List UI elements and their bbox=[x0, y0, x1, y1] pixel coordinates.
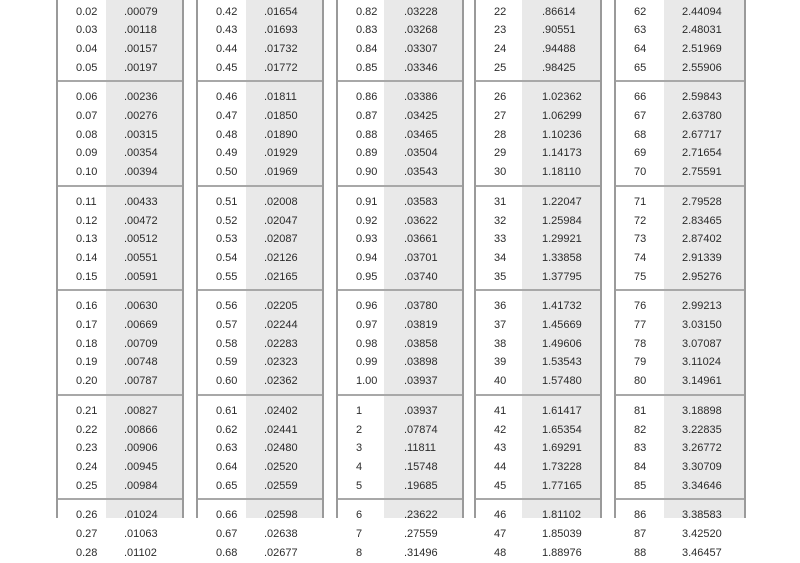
group-divider bbox=[58, 80, 182, 82]
table-cell-conversion: .00984 bbox=[124, 479, 158, 492]
table-cell-conversion: .02480 bbox=[264, 442, 298, 455]
table-cell-conversion: 2.95276 bbox=[682, 270, 722, 283]
table-cell-value: 0.85 bbox=[356, 61, 378, 74]
table-cell-value: 0.14 bbox=[76, 251, 98, 264]
table-cell-conversion: 2.55906 bbox=[682, 61, 722, 74]
table-cell-value: 32 bbox=[494, 214, 507, 227]
table-panel bbox=[614, 0, 746, 559]
table-cell-conversion: 1.29921 bbox=[542, 233, 582, 246]
table-cell-conversion: .00591 bbox=[124, 270, 158, 283]
table-cell-value: 36 bbox=[494, 300, 507, 313]
table-cell-value: 0.94 bbox=[356, 251, 378, 264]
table-cell-conversion: .03937 bbox=[404, 375, 438, 388]
table-cell-value: 0.47 bbox=[216, 110, 238, 122]
table-cell-value: 0.66 bbox=[216, 509, 238, 522]
table-cell-conversion: .00630 bbox=[124, 300, 158, 313]
table-cell-conversion: .03583 bbox=[404, 195, 438, 208]
table-cell-value: 0.90 bbox=[356, 166, 378, 179]
table-cell-value: 73 bbox=[634, 233, 647, 246]
table-cell-value: 0.19 bbox=[76, 356, 98, 369]
table-cell-conversion: .03307 bbox=[404, 42, 438, 55]
table-cell-value: 24 bbox=[494, 42, 507, 55]
table-cell-value: 0.68 bbox=[216, 546, 238, 559]
table-cell-value: 0.08 bbox=[76, 128, 98, 141]
table-cell-value: 66 bbox=[634, 91, 647, 104]
table-cell-conversion: .02008 bbox=[264, 195, 298, 208]
table-cell-value: 0.96 bbox=[356, 300, 378, 313]
table-cell-value: 33 bbox=[494, 233, 507, 246]
table-cell-value: 39 bbox=[494, 356, 507, 369]
group-divider bbox=[476, 80, 600, 82]
table-cell-value: 0.56 bbox=[216, 300, 238, 313]
table-cell-conversion: .02677 bbox=[264, 546, 298, 559]
table-cell-value: 6 bbox=[356, 509, 363, 522]
table-panel bbox=[474, 0, 602, 559]
table-cell-value: 0.52 bbox=[216, 214, 238, 227]
group-divider bbox=[616, 289, 744, 291]
table-cell-conversion: 2.71654 bbox=[682, 147, 722, 160]
table-cell-value: 0.04 bbox=[76, 42, 98, 55]
table-cell-conversion: .00669 bbox=[124, 319, 158, 331]
table-cell-value: 30 bbox=[494, 166, 507, 179]
group-divider bbox=[58, 289, 182, 291]
table-cell-value: 80 bbox=[634, 375, 647, 388]
table-cell-conversion: .98425 bbox=[542, 61, 576, 74]
table-cell-value: 82 bbox=[634, 423, 647, 436]
table-cell-conversion: .02047 bbox=[264, 214, 298, 227]
table-cell-conversion: 1.14173 bbox=[542, 147, 582, 160]
table-cell-value: 0.05 bbox=[76, 61, 98, 74]
table-cell-conversion: 2.59843 bbox=[682, 91, 722, 104]
table-cell-value: 38 bbox=[494, 337, 507, 350]
table-cell-value: 0.07 bbox=[76, 110, 98, 122]
table-cell-conversion: 3.38583 bbox=[682, 509, 722, 522]
table-cell-value: 0.46 bbox=[216, 91, 238, 104]
table-cell-value: 0.21 bbox=[76, 404, 98, 417]
table-cell-value: 0.62 bbox=[216, 423, 238, 436]
table-cell-value: 0.89 bbox=[356, 147, 378, 160]
table-cell-value: 35 bbox=[494, 270, 507, 283]
table-cell-conversion: .02244 bbox=[264, 319, 298, 331]
group-divider bbox=[338, 185, 462, 187]
table-cell-conversion: 1.69291 bbox=[542, 442, 582, 455]
table-cell-value: 0.59 bbox=[216, 356, 238, 369]
table-cell-value: 3 bbox=[356, 442, 363, 455]
table-cell-value: 76 bbox=[634, 300, 647, 313]
table-cell-value: 0.61 bbox=[216, 404, 238, 417]
table-cell-value: 67 bbox=[634, 110, 647, 122]
table-cell-value: 41 bbox=[494, 404, 507, 417]
table-cell-conversion: .23622 bbox=[404, 509, 438, 522]
table-cell-conversion: .07874 bbox=[404, 423, 438, 436]
table-cell-conversion: 3.22835 bbox=[682, 423, 722, 436]
table-cell-conversion: .01850 bbox=[264, 110, 298, 122]
table-cell-value: 0.09 bbox=[76, 147, 98, 160]
table-cell-conversion: .00787 bbox=[124, 375, 158, 388]
table-cell-value: 29 bbox=[494, 147, 507, 160]
group-divider bbox=[476, 289, 600, 291]
table-cell-value: 47 bbox=[494, 528, 507, 540]
table-cell-value: 4 bbox=[356, 460, 363, 473]
table-cell-value: 81 bbox=[634, 404, 647, 417]
table-cell-value: 0.42 bbox=[216, 5, 238, 18]
table-cell-conversion: .00866 bbox=[124, 423, 158, 436]
table-cell-value: 72 bbox=[634, 214, 647, 227]
table-cell-value: 0.99 bbox=[356, 356, 378, 369]
table-cell-conversion: .00748 bbox=[124, 356, 158, 369]
table-cell-conversion: 1.49606 bbox=[542, 337, 582, 350]
table-cell-conversion: .03819 bbox=[404, 319, 438, 331]
table-cell-conversion: .00197 bbox=[124, 61, 158, 74]
table-cell-conversion: 1.73228 bbox=[542, 460, 582, 473]
table-cell-conversion: 2.99213 bbox=[682, 300, 722, 313]
group-divider bbox=[476, 394, 600, 396]
table-cell-conversion: 2.83465 bbox=[682, 214, 722, 227]
table-cell-conversion: .02205 bbox=[264, 300, 298, 313]
table-cell-conversion: .02323 bbox=[264, 356, 298, 369]
group-divider bbox=[616, 185, 744, 187]
table-cell-value: 0.65 bbox=[216, 479, 238, 492]
table-cell-value: 0.20 bbox=[76, 375, 98, 388]
table-cell-conversion: .03228 bbox=[404, 5, 438, 18]
table-cell-conversion: 1.45669 bbox=[542, 319, 582, 331]
table-cell-conversion: 1.81102 bbox=[542, 509, 581, 522]
table-cell-conversion: 1.65354 bbox=[542, 423, 582, 436]
table-cell-conversion: 3.42520 bbox=[682, 528, 722, 540]
table-cell-conversion: .15748 bbox=[404, 460, 438, 473]
table-cell-conversion: 2.87402 bbox=[682, 233, 722, 246]
table-cell-conversion: 3.30709 bbox=[682, 460, 722, 473]
table-cell-value: 0.27 bbox=[76, 528, 98, 540]
table-cell-conversion: 2.91339 bbox=[682, 251, 722, 264]
table-cell-value: 68 bbox=[634, 128, 647, 141]
table-cell-conversion: .00315 bbox=[124, 128, 158, 141]
table-cell-value: 84 bbox=[634, 460, 647, 473]
table-cell-conversion: .02559 bbox=[264, 479, 298, 492]
table-cell-conversion: 1.37795 bbox=[542, 270, 582, 283]
table-cell-value: 0.54 bbox=[216, 251, 238, 264]
table-cell-conversion: .01024 bbox=[124, 509, 158, 522]
table-cell-conversion: 1.53543 bbox=[542, 356, 582, 369]
table-cell-conversion: .02087 bbox=[264, 233, 298, 246]
table-cell-conversion: 3.07087 bbox=[682, 337, 722, 350]
table-cell-conversion: 1.88976 bbox=[542, 546, 582, 559]
table-cell-conversion: .03622 bbox=[404, 214, 438, 227]
table-cell-value: 0.24 bbox=[76, 460, 98, 473]
table-cell-value: 0.11 bbox=[76, 195, 97, 208]
table-cell-value: 44 bbox=[494, 460, 507, 473]
table-cell-conversion: 1.85039 bbox=[542, 528, 582, 540]
table-cell-conversion: 1.10236 bbox=[542, 128, 582, 141]
table-cell-conversion: .00709 bbox=[124, 337, 158, 350]
table-cell-value: 0.60 bbox=[216, 375, 238, 388]
table-cell-value: 0.91 bbox=[356, 195, 378, 208]
table-cell-value: 46 bbox=[494, 509, 507, 522]
table-cell-conversion: .03504 bbox=[404, 147, 438, 160]
table-cell-value: 0.15 bbox=[76, 270, 98, 283]
table-cell-conversion: .00945 bbox=[124, 460, 158, 473]
table-cell-conversion: 2.48031 bbox=[682, 24, 722, 37]
table-cell-conversion: .00394 bbox=[124, 166, 158, 179]
table-cell-conversion: .01929 bbox=[264, 147, 298, 160]
table-cell-value: 0.51 bbox=[216, 195, 238, 208]
table-cell-value: 0.98 bbox=[356, 337, 378, 350]
table-cell-conversion: .90551 bbox=[542, 24, 576, 37]
table-cell-value: 0.10 bbox=[76, 166, 98, 179]
table-cell-value: 0.18 bbox=[76, 337, 98, 350]
table-cell-conversion: 2.63780 bbox=[682, 110, 722, 122]
table-cell-conversion: .01969 bbox=[264, 166, 298, 179]
group-divider bbox=[198, 394, 322, 396]
table-cell-value: 0.48 bbox=[216, 128, 238, 141]
table-cell-conversion: 3.11024 bbox=[682, 356, 721, 369]
table-cell-value: 45 bbox=[494, 479, 507, 492]
table-cell-value: 22 bbox=[494, 5, 507, 18]
table-cell-conversion: .03386 bbox=[404, 91, 438, 104]
table-cell-value: 0.63 bbox=[216, 442, 238, 455]
table-cell-conversion: .01063 bbox=[124, 528, 158, 540]
group-divider bbox=[476, 185, 600, 187]
table-cell-conversion: 1.41732 bbox=[542, 300, 582, 313]
table-cell-conversion: .00472 bbox=[124, 214, 158, 227]
table-cell-value: 0.87 bbox=[356, 110, 378, 122]
table-cell-conversion: 2.44094 bbox=[682, 5, 722, 18]
table-cell-conversion: .27559 bbox=[404, 528, 438, 540]
table-cell-conversion: .01772 bbox=[264, 61, 298, 74]
table-cell-conversion: .01654 bbox=[264, 5, 298, 18]
table-cell-value: 0.58 bbox=[216, 337, 238, 350]
table-cell-conversion: .94488 bbox=[542, 42, 576, 55]
table-cell-value: 23 bbox=[494, 24, 507, 37]
table-cell-conversion: 2.75591 bbox=[682, 166, 722, 179]
table-cell-value: 43 bbox=[494, 442, 507, 455]
table-cell-conversion: .00433 bbox=[124, 195, 158, 208]
table-cell-conversion: .31496 bbox=[404, 546, 438, 559]
table-cell-value: 0.43 bbox=[216, 24, 238, 37]
table-cell-value: 8 bbox=[356, 546, 363, 559]
table-cell-value: 0.28 bbox=[76, 546, 98, 559]
table-cell-value: 71 bbox=[634, 195, 647, 208]
table-cell-value: 64 bbox=[634, 42, 647, 55]
table-cell-conversion: .02362 bbox=[264, 375, 298, 388]
table-cell-conversion: 2.67717 bbox=[682, 128, 722, 141]
table-cell-conversion: .03898 bbox=[404, 356, 438, 369]
table-cell-value: 0.82 bbox=[356, 5, 378, 18]
table-cell-conversion: .01890 bbox=[264, 128, 298, 141]
group-divider bbox=[58, 185, 182, 187]
table-cell-value: 1 bbox=[356, 404, 363, 417]
table-cell-conversion: .03346 bbox=[404, 61, 438, 74]
table-cell-conversion: .03543 bbox=[404, 166, 438, 179]
table-cell-conversion: .11811 bbox=[404, 442, 437, 455]
table-cell-conversion: .03425 bbox=[404, 110, 438, 122]
table-cell-conversion: .02638 bbox=[264, 528, 298, 540]
table-cell-conversion: 1.25984 bbox=[542, 214, 582, 227]
table-cell-value: 74 bbox=[634, 251, 647, 264]
table-cell-conversion: 3.34646 bbox=[682, 479, 722, 492]
table-cell-value: 0.86 bbox=[356, 91, 378, 104]
table-cell-conversion: .02441 bbox=[264, 423, 298, 436]
table-cell-conversion: .03465 bbox=[404, 128, 438, 141]
table-cell-conversion: 1.22047 bbox=[542, 195, 582, 208]
table-cell-conversion: 1.57480 bbox=[542, 375, 582, 388]
table-panel bbox=[56, 0, 184, 559]
table-cell-value: 70 bbox=[634, 166, 647, 179]
table-cell-value: 0.26 bbox=[76, 509, 98, 522]
table-cell-value: 25 bbox=[494, 61, 507, 74]
table-cell-conversion: 3.14961 bbox=[682, 375, 722, 388]
group-divider bbox=[616, 394, 744, 396]
table-cell-value: 0.64 bbox=[216, 460, 238, 473]
table-cell-value: 31 bbox=[494, 195, 507, 208]
table-cell-conversion: .01732 bbox=[264, 42, 298, 55]
table-cell-value: 88 bbox=[634, 546, 647, 559]
table-cell-value: 0.02 bbox=[76, 5, 98, 18]
table-cell-conversion: .01693 bbox=[264, 24, 298, 37]
table-cell-value: 0.17 bbox=[76, 319, 98, 331]
table-cell-value: 79 bbox=[634, 356, 647, 369]
table-cell-value: 27 bbox=[494, 110, 507, 122]
table-cell-conversion: .03701 bbox=[404, 251, 438, 264]
table-cell-conversion: 3.46457 bbox=[682, 546, 722, 559]
table-cell-conversion: 1.18110 bbox=[542, 166, 581, 179]
table-cell-value: 0.16 bbox=[76, 300, 98, 313]
table-cell-conversion: .19685 bbox=[404, 479, 438, 492]
table-cell-conversion: .00157 bbox=[124, 42, 158, 55]
table-cell-value: 0.45 bbox=[216, 61, 238, 74]
table-cell-value: 48 bbox=[494, 546, 507, 559]
table-cell-value: 26 bbox=[494, 91, 507, 104]
table-cell-conversion: 2.51969 bbox=[682, 42, 722, 55]
table-cell-value: 0.92 bbox=[356, 214, 378, 227]
table-cell-value: 62 bbox=[634, 5, 647, 18]
group-divider bbox=[198, 185, 322, 187]
table-cell-value: 0.25 bbox=[76, 479, 98, 492]
table-cell-conversion: .03937 bbox=[404, 404, 438, 417]
table-cell-conversion: .00276 bbox=[124, 110, 158, 122]
table-cell-conversion: .00827 bbox=[124, 404, 158, 417]
table-cell-value: 87 bbox=[634, 528, 647, 540]
group-divider bbox=[338, 80, 462, 82]
table-cell-value: 75 bbox=[634, 270, 647, 283]
table-cell-value: 0.50 bbox=[216, 166, 238, 179]
table-panel bbox=[336, 0, 464, 559]
table-cell-conversion: 3.03150 bbox=[682, 319, 722, 331]
table-cell-conversion: .02402 bbox=[264, 404, 298, 417]
table-cell-value: 40 bbox=[494, 375, 507, 388]
table-cell-conversion: .86614 bbox=[542, 5, 576, 18]
table-cell-value: 77 bbox=[634, 319, 647, 331]
table-cell-conversion: .03661 bbox=[404, 233, 438, 246]
table-cell-conversion: 1.77165 bbox=[542, 479, 582, 492]
group-divider bbox=[338, 289, 462, 291]
table-cell-value: 85 bbox=[634, 479, 647, 492]
table-cell-value: 0.88 bbox=[356, 128, 378, 141]
table-cell-conversion: 1.33858 bbox=[542, 251, 582, 264]
table-cell-conversion: 1.61417 bbox=[542, 404, 582, 417]
table-cell-value: 0.03 bbox=[76, 24, 98, 37]
table-cell-conversion: .03780 bbox=[404, 300, 438, 313]
table-cell-value: 0.67 bbox=[216, 528, 238, 540]
table-cell-conversion: .00236 bbox=[124, 91, 158, 104]
table-cell-conversion: .03740 bbox=[404, 270, 438, 283]
table-cell-value: 0.49 bbox=[216, 147, 238, 160]
group-divider bbox=[198, 289, 322, 291]
table-cell-value: 63 bbox=[634, 24, 647, 37]
table-cell-conversion: 3.18898 bbox=[682, 404, 722, 417]
table-cell-conversion: .01102 bbox=[124, 546, 157, 559]
table-cell-value: 0.55 bbox=[216, 270, 238, 283]
table-cell-conversion: .00118 bbox=[124, 24, 157, 37]
table-cell-conversion: 3.26772 bbox=[682, 442, 722, 455]
table-cell-value: 0.23 bbox=[76, 442, 98, 455]
table-cell-conversion: .00906 bbox=[124, 442, 158, 455]
group-divider bbox=[616, 80, 744, 82]
table-cell-conversion: .00512 bbox=[124, 233, 158, 246]
table-cell-value: 65 bbox=[634, 61, 647, 74]
table-cell-value: 37 bbox=[494, 319, 507, 331]
table-cell-conversion: .02520 bbox=[264, 460, 298, 473]
table-cell-value: 0.12 bbox=[76, 214, 98, 227]
table-cell-conversion: .00079 bbox=[124, 5, 158, 18]
table-cell-value: 0.44 bbox=[216, 42, 238, 55]
table-cell-value: 5 bbox=[356, 479, 363, 492]
table-cell-value: 0.95 bbox=[356, 270, 378, 283]
table-cell-value: 83 bbox=[634, 442, 647, 455]
table-cell-value: 78 bbox=[634, 337, 647, 350]
table-cell-conversion: .02165 bbox=[264, 270, 298, 283]
table-cell-value: 28 bbox=[494, 128, 507, 141]
table-cell-conversion: .02598 bbox=[264, 509, 298, 522]
table-cell-value: 0.57 bbox=[216, 319, 238, 331]
group-divider bbox=[198, 80, 322, 82]
table-cell-value: 1.00 bbox=[356, 375, 378, 388]
table-cell-value: 0.84 bbox=[356, 42, 378, 55]
table-cell-conversion: .01811 bbox=[264, 91, 297, 104]
group-divider bbox=[338, 394, 462, 396]
table-cell-value: 0.22 bbox=[76, 423, 98, 436]
table-cell-value: 0.06 bbox=[76, 91, 98, 104]
table-cell-value: 0.13 bbox=[76, 233, 98, 246]
table-cell-conversion: .00354 bbox=[124, 147, 158, 160]
table-cell-value: 0.93 bbox=[356, 233, 378, 246]
table-cell-value: 7 bbox=[356, 528, 363, 540]
table-cell-conversion: .00551 bbox=[124, 251, 158, 264]
table-cell-value: 86 bbox=[634, 509, 647, 522]
table-cell-value: 0.53 bbox=[216, 233, 238, 246]
table-cell-conversion: .03268 bbox=[404, 24, 438, 37]
table-panel bbox=[196, 0, 324, 559]
table-cell-conversion: .03858 bbox=[404, 337, 438, 350]
table-cell-value: 69 bbox=[634, 147, 647, 160]
table-cell-value: 34 bbox=[494, 251, 507, 264]
table-cell-conversion: .02126 bbox=[264, 251, 298, 264]
table-cell-value: 0.83 bbox=[356, 24, 378, 37]
table-cell-value: 2 bbox=[356, 423, 363, 436]
table-cell-conversion: 1.02362 bbox=[542, 91, 582, 104]
table-cell-value: 0.97 bbox=[356, 319, 378, 331]
table-cell-value: 42 bbox=[494, 423, 507, 436]
table-cell-conversion: 2.79528 bbox=[682, 195, 722, 208]
table-cell-conversion: .02283 bbox=[264, 337, 298, 350]
table-cell-conversion: 1.06299 bbox=[542, 110, 582, 122]
group-divider bbox=[58, 394, 182, 396]
